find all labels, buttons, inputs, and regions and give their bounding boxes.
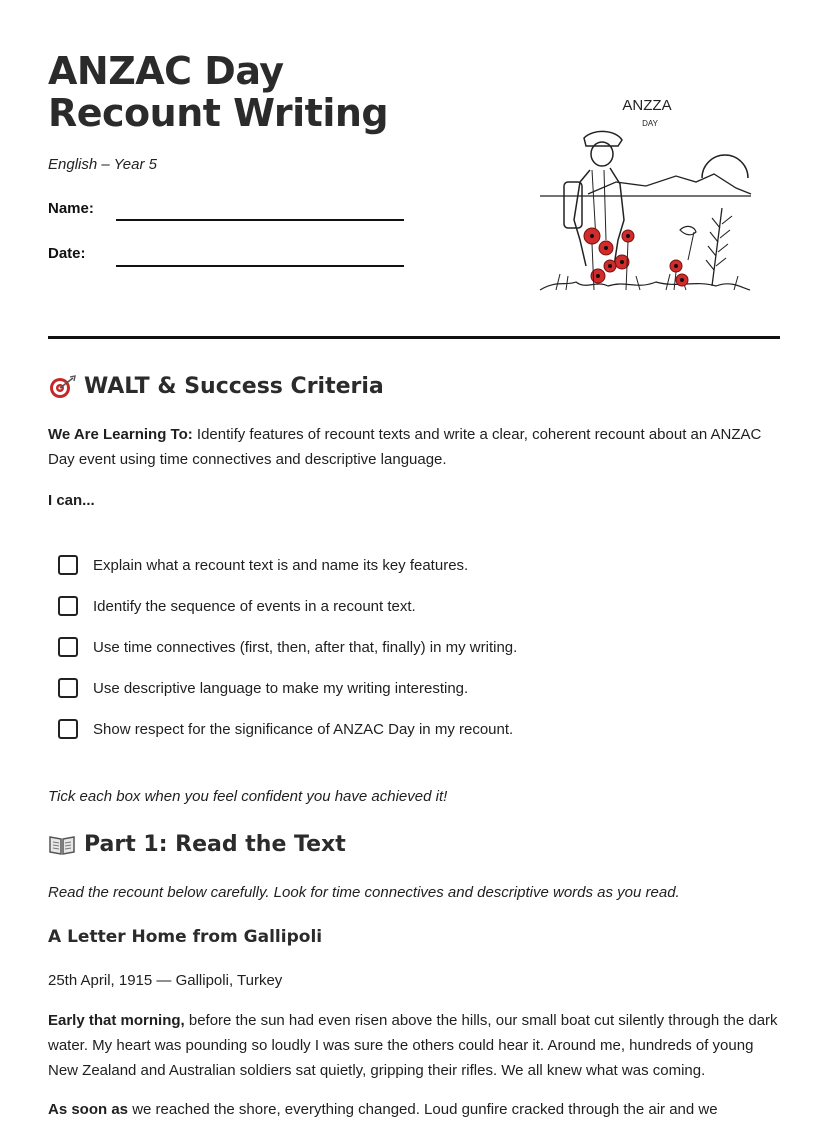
criteria-checkbox[interactable] bbox=[58, 637, 78, 657]
criteria-item bbox=[58, 716, 513, 742]
criteria-checkbox[interactable] bbox=[58, 555, 78, 575]
illustration-caption-bottom: DAY bbox=[642, 119, 658, 128]
criteria-checkbox[interactable] bbox=[58, 719, 78, 739]
anzac-illustration bbox=[536, 90, 756, 300]
criteria-checkbox[interactable] bbox=[58, 596, 78, 616]
criteria-text: Explain what a recount text is and name its key features. bbox=[93, 556, 469, 574]
walt-heading bbox=[48, 374, 384, 399]
criteria-text: Identify the sequence of events in a recount text. bbox=[93, 597, 416, 615]
dateline: 25th April, 1915 — Gallipoli, Turkey bbox=[48, 972, 283, 989]
paragraph-text: before the sun had even risen above the hills, our small boat cut silently through the dark water. My heart was pounding so loudly I was sure the others could hear it. Around me, hundreds of young New Zealand and Australian soldiers sat quietly, gripping their rifles. We all knew what was coming. bbox=[48, 1012, 778, 1079]
recount-paragraph-2 bbox=[48, 1097, 780, 1122]
date-label: Date: bbox=[48, 245, 86, 262]
name-label: Name: bbox=[48, 200, 94, 217]
learning-intention bbox=[48, 422, 780, 472]
criteria-item bbox=[58, 675, 468, 701]
name-field[interactable] bbox=[116, 219, 404, 221]
worksheet-header bbox=[48, 0, 780, 340]
illustration-caption-top: ANZZA bbox=[622, 97, 672, 114]
part1-heading-text: Part 1: Read the Text bbox=[84, 832, 346, 857]
criteria-item bbox=[58, 634, 517, 660]
header-divider bbox=[48, 336, 780, 339]
open-book-icon bbox=[48, 833, 76, 857]
paragraph-text: we reached the shore, everything changed. Loud gunfire cracked through the air and we bbox=[128, 1101, 718, 1118]
criteria-text: Use time connectives (first, then, after that, finally) in my writing. bbox=[93, 638, 518, 656]
learning-text: Identify features of recount texts and write a clear, coherent recount about an ANZAC Day event using time connectives and descriptive language. bbox=[48, 426, 762, 468]
time-connective: Early that morning, bbox=[48, 1012, 185, 1029]
part1-heading bbox=[48, 832, 346, 857]
worksheet-page bbox=[48, 0, 780, 1118]
part1-instruction: Read the recount below carefully. Look for time connectives and descriptive words as you read. bbox=[48, 884, 680, 901]
i-can-label: I can... bbox=[48, 492, 95, 509]
criteria-item bbox=[58, 593, 416, 619]
criteria-text: Show respect for the significance of ANZAC Day in my recount. bbox=[93, 720, 514, 738]
criteria-item bbox=[58, 552, 468, 578]
recount-paragraph-1 bbox=[48, 1008, 780, 1083]
criteria-text: Use descriptive language to make my writing interesting. bbox=[93, 679, 469, 697]
learning-label: We Are Learning To: bbox=[48, 426, 193, 443]
text-title: A Letter Home from Gallipoli bbox=[48, 927, 323, 947]
walt-heading-text: WALT & Success Criteria bbox=[84, 374, 384, 399]
tick-note: Tick each box when you feel confident you have achieved it! bbox=[48, 788, 448, 805]
date-field[interactable] bbox=[116, 265, 404, 267]
criteria-checkbox[interactable] bbox=[58, 678, 78, 698]
subject-year-label: English – Year 5 bbox=[48, 156, 157, 173]
page-title: ANZAC Day Recount Writing bbox=[48, 49, 389, 135]
target-icon bbox=[48, 375, 76, 399]
time-connective: As soon as bbox=[48, 1101, 129, 1118]
